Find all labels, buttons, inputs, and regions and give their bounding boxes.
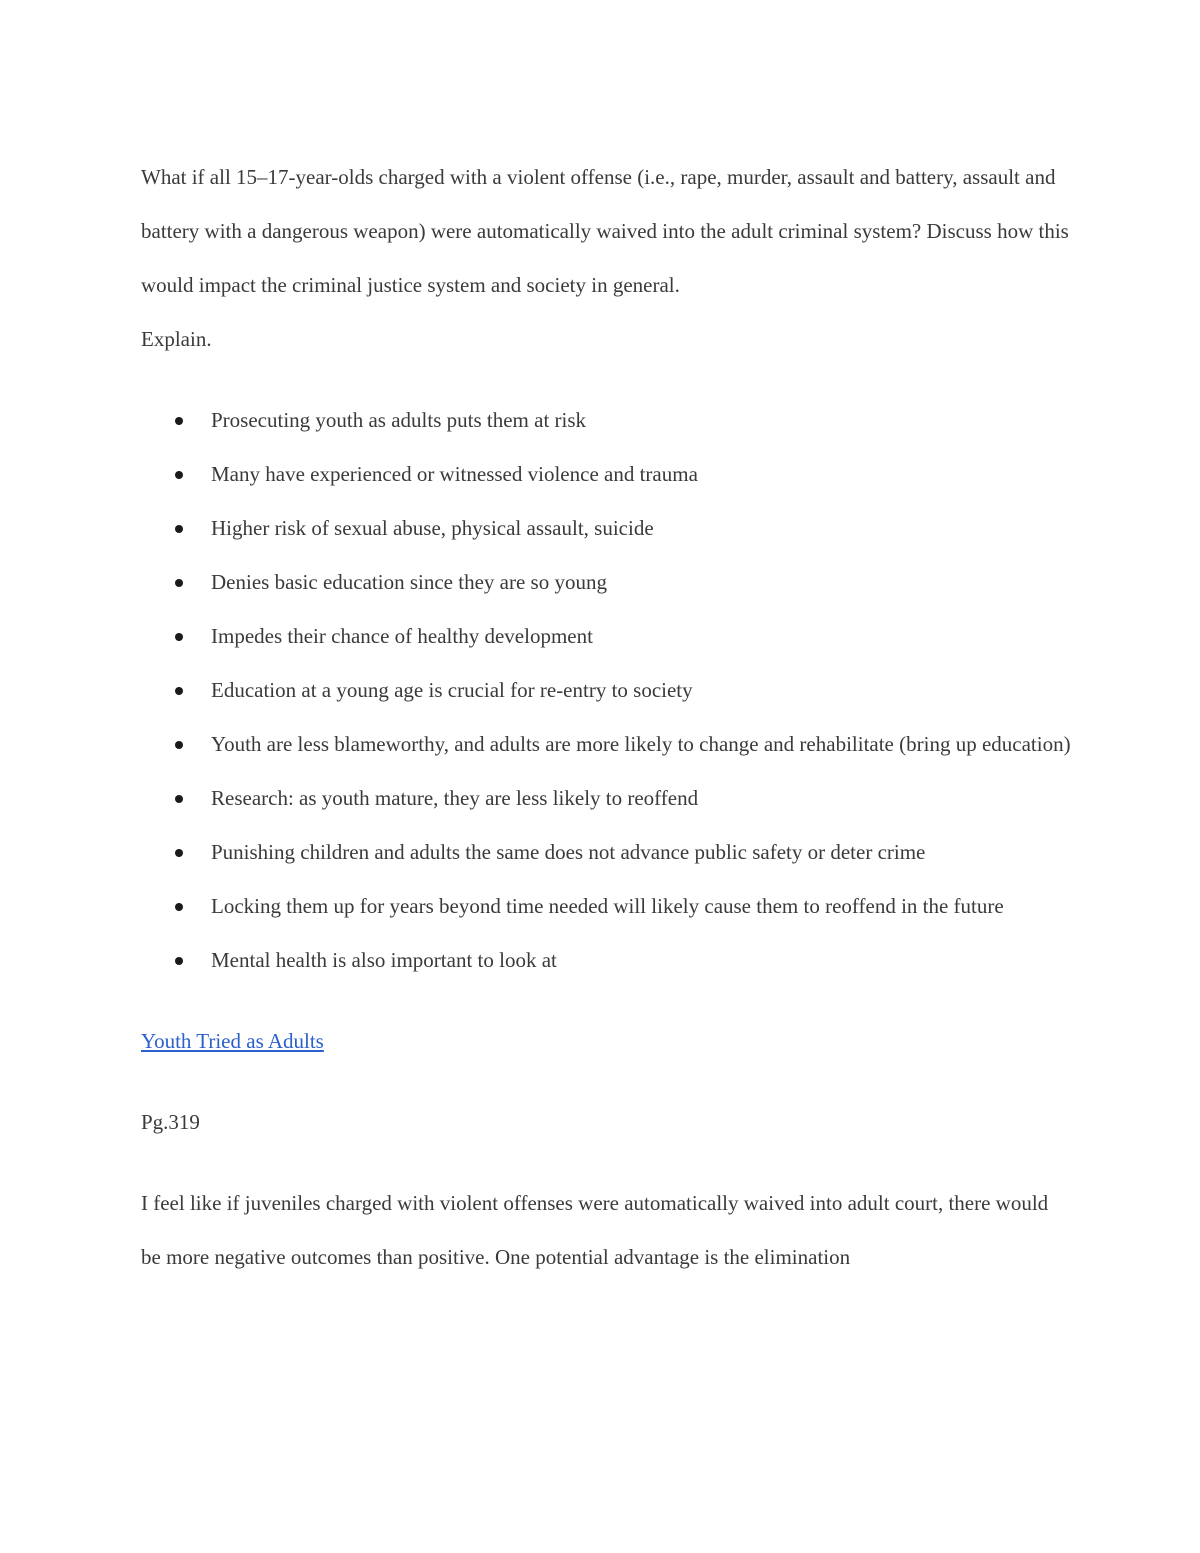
bullet-list <box>141 393 1071 987</box>
bullet-icon <box>175 471 183 479</box>
list-item: Prosecuting youth as adults puts them at risk <box>141 393 1071 447</box>
bullet-icon <box>175 903 183 911</box>
prompt-instruction: Explain. <box>141 327 212 351</box>
bullet-icon <box>175 795 183 803</box>
document-page <box>141 150 1071 1284</box>
reference-link-paragraph <box>141 1014 1071 1068</box>
list-item: Mental health is also important to look at <box>141 933 1071 987</box>
bullet-icon <box>175 849 183 857</box>
list-item: Punishing children and adults the same does not advance public safety or deter crime <box>141 825 1071 879</box>
page-reference: Pg.319 <box>141 1110 200 1134</box>
response-paragraph: I feel like if juveniles charged with violent offenses were automatically waived into adult court, there would be more negative outcomes than positive. One potential advantage is the elimination <box>141 1191 1049 1269</box>
bullet-icon <box>175 417 183 425</box>
list-item: Denies basic education since they are so young <box>141 555 1071 609</box>
list-item: Locking them up for years beyond time needed will likely cause them to reoffend in the future <box>141 879 1071 933</box>
list-item: Research: as youth mature, they are less likely to reoffend <box>141 771 1071 825</box>
list-item: Impedes their chance of healthy development <box>141 609 1071 663</box>
bullet-icon <box>175 741 183 749</box>
bullet-icon <box>175 579 183 587</box>
list-item: Education at a young age is crucial for re-entry to society <box>141 663 1071 717</box>
bullet-icon <box>175 687 183 695</box>
list-item: Many have experienced or witnessed violence and trauma <box>141 447 1071 501</box>
list-item: Higher risk of sexual abuse, physical assault, suicide <box>141 501 1071 555</box>
prompt-question: What if all 15–17-year-olds charged with a violent offense (i.e., rape, murder, assault and battery, assault and battery with a dangerous weapon) were automatically waived into the adult criminal system? Discuss how this would impact the criminal justice system and society in general. <box>141 165 1069 297</box>
bullet-icon <box>175 633 183 641</box>
bullet-icon <box>175 525 183 533</box>
youth-tried-as-adults-link[interactable]: Youth Tried as Adults <box>141 1029 324 1053</box>
bullet-icon <box>175 957 183 965</box>
list-item: Youth are less blameworthy, and adults are more likely to change and rehabilitate (bring up education) <box>141 717 1071 771</box>
